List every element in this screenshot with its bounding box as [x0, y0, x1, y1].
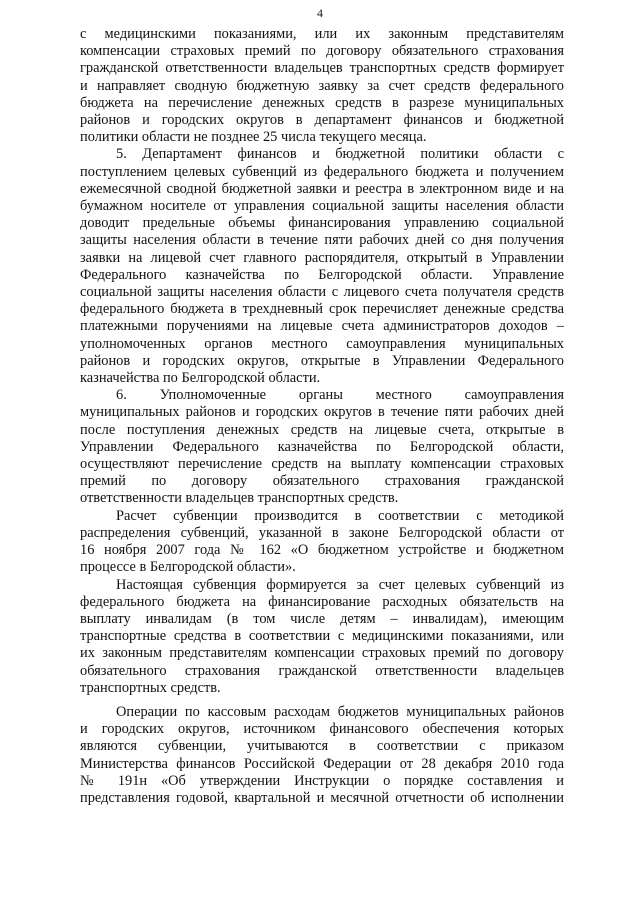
text-line: защиты населения области в течение пяти рабочих дней со дня получения	[80, 232, 564, 249]
text-line: доводит предельные объемы финансирования управлению социальной	[80, 215, 564, 232]
text-line: премий по договору обязательного страхования гражданской	[80, 473, 564, 490]
page-number: 4	[317, 6, 323, 20]
text-line: Управлении Федерального казначейства по Белгородской области,	[80, 438, 564, 455]
text-line: платежными поручениями на лицевые счета администраторов доходов –	[80, 318, 564, 335]
paragraph	[80, 577, 564, 697]
text-line: осуществляют перечисление средств на выплату компенсации страховых	[80, 456, 564, 473]
paragraph	[80, 704, 564, 807]
text-line: представления годовой, квартальной и месячной отчетности об исполнении	[80, 789, 564, 806]
text-line: бумажном носителе от управления социальной защиты населения области	[80, 198, 564, 215]
text-line: муниципальных районов и городских округов в течение пяти рабочих дней	[80, 404, 564, 421]
text-line: транспортные средства в соответствии с медицинскими показаниями, или	[80, 628, 564, 645]
text-line: распределения субвенций, указанной в законе Белгородской области от	[80, 524, 564, 541]
text-line: федерального бюджета на финансирование расходных обязательств на	[80, 593, 564, 610]
text-line: процессе в Белгородской области».	[80, 559, 296, 576]
paragraph-gap	[80, 697, 564, 704]
text-line: 6. Уполномоченные органы местного самоуправления	[116, 387, 564, 404]
text-line: Расчет субвенции производится в соответствии с методикой	[116, 507, 564, 524]
text-line: Настоящая субвенция формируется за счет целевых субвенций из	[116, 576, 564, 593]
text-line: и городских округов, источником финансового обеспечения которых	[80, 721, 564, 738]
text-line: и направляет сводную бюджетную заявку за счет средств федерального	[80, 77, 564, 94]
text-line: гражданской ответственности владельцев транспортных средств формирует	[80, 60, 564, 77]
text-line: районов и городских округов в департамент финансов и бюджетной	[80, 112, 564, 129]
text-line: ответственности владельцев транспортных средств.	[80, 490, 399, 507]
text-line: социальной защиты населения области с лицевого счета получателя средств	[80, 284, 564, 301]
text-line: с медицинскими показаниями, или их законным представителям	[80, 26, 564, 42]
text-line: Министерства финансов Российской Федерации от 28 декабря 2010 года	[80, 755, 564, 772]
text-line: политики области не позднее 25 числа текущего месяца.	[80, 129, 427, 146]
text-line: обязательного страхования гражданской ответственности владельцев	[80, 662, 564, 679]
text-line: Федерального казначейства по Белгородской области. Управление	[80, 266, 564, 283]
text-line: казначейства по Белгородской области.	[80, 370, 321, 387]
text-line: ежемесячной сводной бюджетной заявки и реестра в электронном виде и на	[80, 180, 564, 197]
text-line: № 191н «Об утверждении Инструкции о порядке составления и	[80, 772, 564, 789]
text-line: поступлением целевых субвенций из федерального бюджета и получением	[80, 163, 564, 180]
paragraph	[80, 508, 564, 577]
text-line: районов и городских округов, открытые в Управлении Федерального	[80, 352, 564, 369]
text-line: выплату инвалидам (в том числе детям – инвалидам), имеющим	[80, 610, 564, 627]
paragraph	[80, 26, 564, 146]
document-body	[80, 26, 564, 807]
text-line: 5. Департамент финансов и бюджетной политики области с	[116, 146, 564, 163]
text-line: уполномоченных органов местного самоуправления муниципальных	[80, 335, 564, 352]
text-line: федерального бюджета в трехдневный срок перечисляет денежные средства	[80, 301, 564, 318]
text-line: заявки на лицевой счет главного распорядителя, открытый в Управлении	[80, 249, 564, 266]
text-line: их законным представителям компенсации страховых премий по договору	[80, 645, 564, 662]
text-line: компенсации страховых премий по договору обязательного страхования	[80, 43, 564, 60]
text-line: Операции по кассовым расходам бюджетов муниципальных районов	[116, 703, 564, 720]
paragraph	[80, 387, 564, 507]
text-line: являются субвенции, учитываются в соответствии с приказом	[80, 738, 564, 755]
paragraph	[80, 146, 564, 387]
text-line: бюджета на перечисление денежных средств в разрезе муниципальных	[80, 94, 564, 111]
text-line: транспортных средств.	[80, 679, 221, 696]
text-line: после поступления денежных средств на лицевые счета, открытые в	[80, 421, 564, 438]
text-line: 16 ноября 2007 года № 162 «О бюджетном устройстве и бюджетном	[80, 542, 564, 559]
